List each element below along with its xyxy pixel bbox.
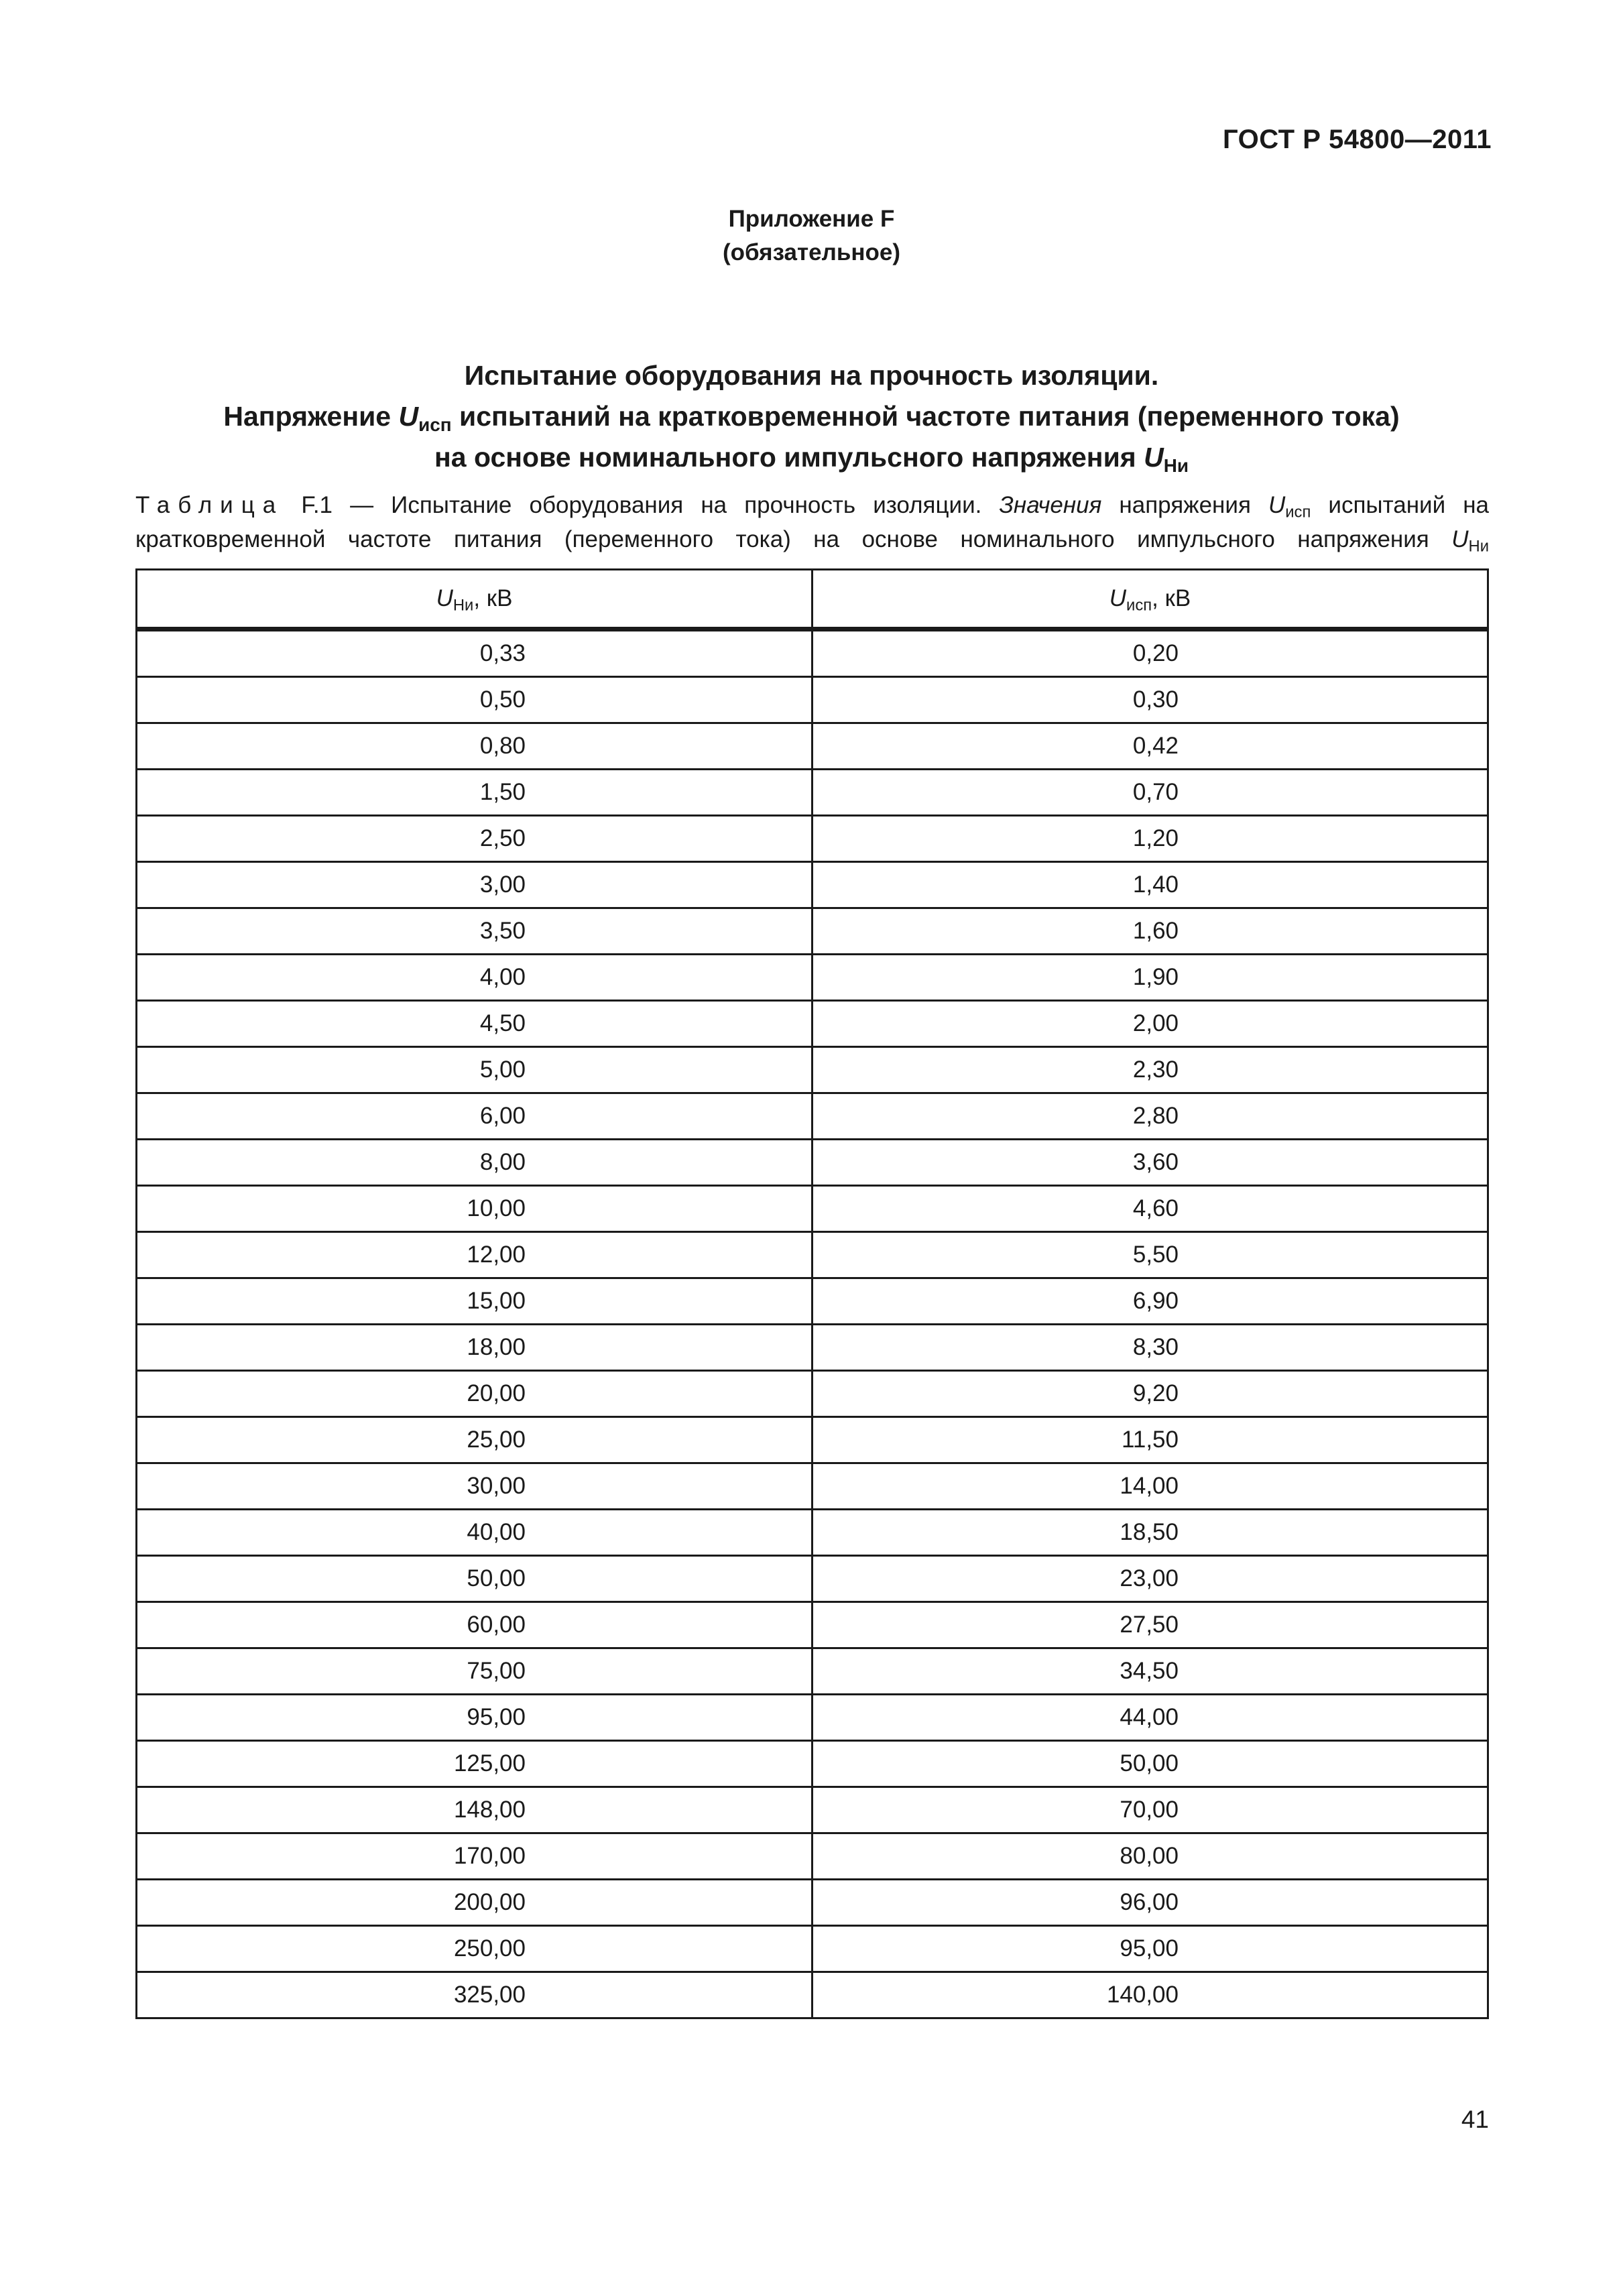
cell-u-isp: 4,60	[813, 1186, 1488, 1232]
cell-u-isp: 2,80	[813, 1093, 1488, 1140]
cell-u-isp: 11,50	[813, 1417, 1488, 1463]
symbol-subscript: исп	[1285, 503, 1311, 522]
cell-u-ni: 3,50	[137, 908, 813, 955]
cell-u-ni: 3,00	[137, 862, 813, 908]
cell-u-ni: 6,00	[137, 1093, 813, 1140]
symbol-subscript: Ни	[453, 596, 474, 615]
cell-u-ni: 2,50	[137, 816, 813, 862]
cell-u-ni: 30,00	[137, 1463, 813, 1510]
symbol-u: U	[1144, 442, 1164, 473]
table-row	[137, 1510, 1488, 1556]
title-line-2-text: Напряжение	[223, 401, 399, 432]
cell-u-ni: 10,00	[137, 1186, 813, 1232]
symbol-subscript: Ни	[1468, 537, 1489, 556]
table-row	[137, 1556, 1488, 1602]
table-row	[137, 1833, 1488, 1880]
symbol-u: U	[436, 585, 453, 611]
caption-line-2	[135, 522, 1489, 556]
caption-line-1	[135, 488, 1489, 522]
table-row	[137, 1463, 1488, 1510]
column-unit: , кВ	[1152, 585, 1191, 611]
caption-line-2-text: кратковременной частоте питания (переменного тока) на основе номинального импульсного напряжения	[135, 526, 1452, 552]
cell-u-ni: 148,00	[137, 1787, 813, 1833]
cell-u-ni: 125,00	[137, 1741, 813, 1787]
cell-u-isp: 34,50	[813, 1648, 1488, 1695]
title-line-2-text-end: испытаний на кратковременной частоте питания (переменного тока)	[451, 401, 1400, 432]
cell-u-ni: 60,00	[137, 1602, 813, 1648]
table-row	[137, 955, 1488, 1001]
column-unit: , кВ	[473, 585, 513, 611]
cell-u-ni: 5,00	[137, 1047, 813, 1093]
appendix-status: (обязательное)	[722, 239, 900, 265]
appendix-title	[0, 355, 1623, 478]
cell-u-ni: 0,33	[137, 629, 813, 677]
table-row	[137, 1140, 1488, 1186]
table-row	[137, 1602, 1488, 1648]
table-row	[137, 629, 1488, 677]
cell-u-isp: 0,70	[813, 770, 1488, 816]
table-row	[137, 1325, 1488, 1371]
table-body	[137, 629, 1488, 2018]
symbol-subscript: исп	[1126, 596, 1152, 615]
table-header-row	[137, 570, 1488, 629]
cell-u-isp: 9,20	[813, 1371, 1488, 1417]
cell-u-ni: 0,80	[137, 723, 813, 770]
symbol-u: U	[1451, 526, 1469, 552]
cell-u-isp: 1,90	[813, 955, 1488, 1001]
cell-u-isp: 23,00	[813, 1556, 1488, 1602]
table-row	[137, 1186, 1488, 1232]
table-row	[137, 1695, 1488, 1741]
cell-u-isp: 14,00	[813, 1463, 1488, 1510]
cell-u-isp: 2,00	[813, 1001, 1488, 1047]
cell-u-isp: 95,00	[813, 1926, 1488, 1972]
table-row	[137, 1926, 1488, 1972]
table-row	[137, 1972, 1488, 2018]
table-row	[137, 1001, 1488, 1047]
cell-u-ni: 1,50	[137, 770, 813, 816]
title-line-2	[0, 396, 1623, 437]
table-row	[137, 908, 1488, 955]
symbol-u: U	[398, 401, 419, 432]
symbol-subscript: исп	[418, 414, 452, 435]
table-row	[137, 1093, 1488, 1140]
table-row	[137, 1787, 1488, 1833]
table-row	[137, 1371, 1488, 1417]
cell-u-ni: 18,00	[137, 1325, 813, 1371]
cell-u-isp: 1,60	[813, 908, 1488, 955]
table-row	[137, 1232, 1488, 1278]
cell-u-isp: 70,00	[813, 1787, 1488, 1833]
caption-text: напряжения	[1101, 492, 1268, 518]
table-caption	[135, 488, 1489, 556]
cell-u-ni: 4,50	[137, 1001, 813, 1047]
cell-u-ni: 325,00	[137, 1972, 813, 2018]
table-row	[137, 770, 1488, 816]
title-line-1: Испытание оборудования на прочность изоляции.	[464, 360, 1159, 391]
table-row	[137, 1880, 1488, 1926]
caption-italic-word: Значения	[999, 492, 1102, 518]
cell-u-ni: 15,00	[137, 1278, 813, 1325]
cell-u-isp: 1,20	[813, 816, 1488, 862]
column-header-u-isp	[813, 570, 1488, 629]
cell-u-isp: 140,00	[813, 1972, 1488, 2018]
cell-u-isp: 96,00	[813, 1880, 1488, 1926]
title-line-3	[0, 437, 1623, 478]
table-row	[137, 1047, 1488, 1093]
appendix-heading	[0, 202, 1623, 269]
voltage-table	[135, 568, 1489, 2019]
caption-label: Таблица	[135, 492, 284, 518]
data-table-container	[135, 568, 1489, 2019]
page-number: 41	[1461, 2106, 1489, 2133]
table-row	[137, 1417, 1488, 1463]
cell-u-isp: 6,90	[813, 1278, 1488, 1325]
cell-u-ni: 250,00	[137, 1926, 813, 1972]
document-code: ГОСТ Р 54800—2011	[1223, 125, 1492, 154]
cell-u-isp: 5,50	[813, 1232, 1488, 1278]
cell-u-isp: 0,30	[813, 677, 1488, 723]
caption-number: F.1 — Испытание оборудования на прочность изоляции.	[301, 492, 982, 518]
cell-u-isp: 8,30	[813, 1325, 1488, 1371]
cell-u-ni: 200,00	[137, 1880, 813, 1926]
appendix-label: Приложение F	[728, 206, 895, 232]
table-row	[137, 862, 1488, 908]
symbol-u: U	[1268, 492, 1286, 518]
cell-u-ni: 95,00	[137, 1695, 813, 1741]
table-row	[137, 1648, 1488, 1695]
table-row	[137, 1741, 1488, 1787]
cell-u-ni: 50,00	[137, 1556, 813, 1602]
cell-u-ni: 40,00	[137, 1510, 813, 1556]
cell-u-ni: 0,50	[137, 677, 813, 723]
cell-u-isp: 0,20	[813, 629, 1488, 677]
cell-u-isp: 27,50	[813, 1602, 1488, 1648]
cell-u-ni: 75,00	[137, 1648, 813, 1695]
cell-u-ni: 12,00	[137, 1232, 813, 1278]
cell-u-isp: 3,60	[813, 1140, 1488, 1186]
cell-u-ni: 8,00	[137, 1140, 813, 1186]
cell-u-ni: 170,00	[137, 1833, 813, 1880]
cell-u-isp: 80,00	[813, 1833, 1488, 1880]
cell-u-isp: 0,42	[813, 723, 1488, 770]
cell-u-isp: 1,40	[813, 862, 1488, 908]
title-line-3-text: на основе номинального импульсного напряжения	[434, 442, 1144, 473]
column-header-u-ni	[137, 570, 813, 629]
caption-text-end: испытаний на	[1311, 492, 1489, 518]
symbol-u: U	[1109, 585, 1127, 611]
cell-u-ni: 4,00	[137, 955, 813, 1001]
cell-u-isp: 2,30	[813, 1047, 1488, 1093]
cell-u-isp: 44,00	[813, 1695, 1488, 1741]
table-row	[137, 816, 1488, 862]
cell-u-ni: 25,00	[137, 1417, 813, 1463]
table-row	[137, 677, 1488, 723]
cell-u-isp: 50,00	[813, 1741, 1488, 1787]
cell-u-isp: 18,50	[813, 1510, 1488, 1556]
cell-u-ni: 20,00	[137, 1371, 813, 1417]
table-row	[137, 1278, 1488, 1325]
symbol-subscript: Ни	[1163, 455, 1189, 476]
table-row	[137, 723, 1488, 770]
